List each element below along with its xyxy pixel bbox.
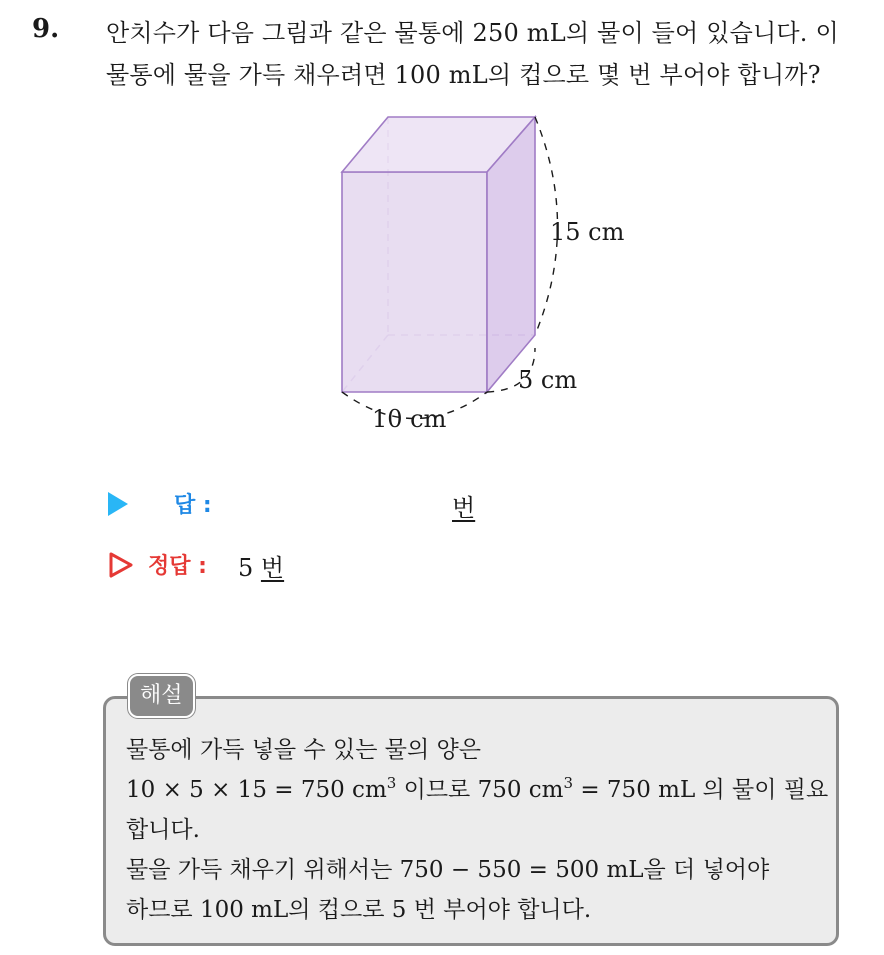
box-figure <box>300 100 630 440</box>
correct-answer-number: 5 <box>238 554 254 582</box>
answer-unit: 번 <box>452 494 476 522</box>
width-label: 10 cm <box>372 405 447 433</box>
explanation-text <box>126 730 829 930</box>
exponent-1: 3 <box>386 774 397 792</box>
explanation-line-5: 하므로 100 mL의 컵으로 5 번 부어야 합니다. <box>126 897 592 923</box>
explanation-line-2a: 10 × 5 × 15 = 750 cm <box>126 777 387 803</box>
correct-answer-unit: 번 <box>260 554 285 582</box>
depth-label: 5 cm <box>518 366 578 394</box>
answer-label: 답 : <box>174 493 212 518</box>
correct-answer-value <box>238 548 284 583</box>
correct-answer-label: 정답 : <box>148 554 207 579</box>
explanation-line-1: 물통에 가득 넣을 수 있는 물의 양은 <box>126 737 481 763</box>
height-label: 15 cm <box>550 218 625 246</box>
explanation-line-2 <box>126 770 829 810</box>
exponent-2: 3 <box>563 774 574 792</box>
front-face <box>342 172 487 392</box>
play-triangle-icon <box>108 492 128 516</box>
explanation-line-2b: 이므로 750 cm <box>396 777 564 803</box>
explanation-line-4: 물을 가득 채우기 위해서는 750 − 550 = 500 mL을 더 넣어야 <box>126 857 770 883</box>
explanation-tab: 해설 <box>128 674 195 718</box>
question-text <box>106 12 866 96</box>
explanation-line-3: 합니다. <box>126 817 200 843</box>
question-number: 9. <box>32 14 60 44</box>
explanation-line-2c: = 750 mL 의 물이 필요 <box>573 777 829 803</box>
outline-triangle-icon <box>108 552 134 578</box>
question-line-1: 안치수가 다음 그림과 같은 물통에 250 mL의 물이 들어 있습니다. 이 <box>106 19 839 47</box>
question-line-2: 물통에 물을 가득 채우려면 100 mL의 컵으로 몇 번 부어야 합니까? <box>106 61 821 89</box>
